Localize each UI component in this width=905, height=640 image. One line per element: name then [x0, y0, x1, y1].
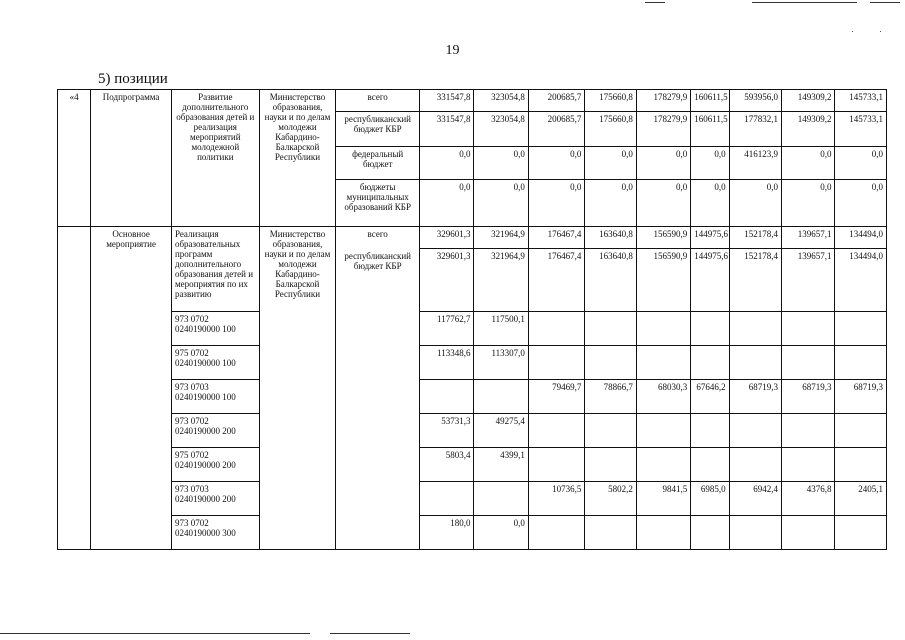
row-number: [58, 227, 91, 550]
year-value: 176467,4: [528, 249, 584, 312]
year-value: [835, 414, 887, 448]
year-value: 0,0: [636, 147, 690, 180]
year-value: 163640,8: [585, 227, 636, 249]
year-value: [636, 414, 690, 448]
year-value: [691, 516, 729, 550]
year-value: 323054,8: [474, 90, 528, 112]
year-value: 178279,9: [636, 112, 690, 147]
year-value: 113348,6: [420, 346, 474, 380]
item-type: Основное мероприятие: [91, 227, 172, 550]
year-value: 0,0: [585, 180, 636, 227]
year-value: 0,0: [691, 147, 729, 180]
year-value: 68030,3: [636, 380, 690, 414]
year-value: 152178,4: [729, 227, 781, 249]
year-value: 0,0: [636, 180, 690, 227]
year-value: 5803,4: [420, 448, 474, 482]
budget-code: 975 0702 0240190000 200: [171, 448, 259, 482]
year-value: [528, 346, 584, 380]
year-value: 160611,5: [691, 90, 729, 112]
year-value: 200685,7: [528, 112, 584, 147]
year-value: [729, 448, 781, 482]
year-value: 0,0: [585, 147, 636, 180]
year-value: 152178,4: [729, 249, 781, 312]
funding-source: [336, 227, 420, 550]
year-value: 53731,3: [420, 414, 474, 448]
table-row: [58, 312, 887, 346]
year-value: 176467,4: [528, 227, 584, 249]
table-row: [58, 227, 887, 249]
year-value: 0,0: [782, 147, 835, 180]
year-value: 156590,9: [636, 227, 690, 249]
item-executor: Министерство образования, науки и по делам молодежи Кабардино-Балкарской Республики: [259, 90, 336, 227]
year-value: 5802,2: [585, 482, 636, 516]
year-value: [474, 380, 528, 414]
year-value: 6942,4: [729, 482, 781, 516]
year-value: [835, 312, 887, 346]
year-value: [636, 346, 690, 380]
year-value: 0,0: [474, 180, 528, 227]
year-value: 0,0: [474, 147, 528, 180]
table-row: [58, 516, 887, 550]
year-value: [729, 312, 781, 346]
year-value: 321964,9: [474, 227, 528, 249]
year-value: [528, 448, 584, 482]
section-title: 5) позиции: [98, 71, 168, 87]
year-value: [636, 312, 690, 346]
year-value: 145733,1: [835, 112, 887, 147]
table-row: [58, 90, 887, 112]
year-value: [585, 414, 636, 448]
year-value: 139657,1: [782, 249, 835, 312]
year-value: 329601,3: [420, 227, 474, 249]
year-value: 68719,3: [782, 380, 835, 414]
year-value: 134494,0: [835, 249, 887, 312]
page-number: 19: [445, 43, 460, 58]
funding-source: всего: [336, 90, 420, 112]
year-value: 139657,1: [782, 227, 835, 249]
year-value: 331547,8: [420, 90, 474, 112]
table-row: [58, 414, 887, 448]
year-value: [585, 516, 636, 550]
year-value: 149309,2: [782, 90, 835, 112]
year-value: 144975,6: [691, 227, 729, 249]
table-row: [58, 380, 887, 414]
funding-source-label: всего: [367, 229, 388, 239]
year-value: [691, 414, 729, 448]
year-value: 0,0: [729, 180, 781, 227]
item-executor: Министерство образования, науки и по делам молодежи Кабардино-Балкарской Республики: [259, 227, 336, 550]
year-value: 331547,8: [420, 112, 474, 147]
year-value: 0,0: [835, 180, 887, 227]
year-value: 79469,7: [528, 380, 584, 414]
funding-source: федеральный бюджет: [336, 147, 420, 180]
table-row: [58, 448, 887, 482]
item-name: Развитие дополнительного образования детей и реализация мероприятий молодежной политики: [171, 90, 259, 227]
year-value: [420, 380, 474, 414]
budget-code: 975 0702 0240190000 100: [171, 346, 259, 380]
budget-code: 973 0702 0240190000 200: [171, 414, 259, 448]
year-value: 149309,2: [782, 112, 835, 147]
budget-code: 973 0703 0240190000 100: [171, 380, 259, 414]
year-value: 177832,1: [729, 112, 781, 147]
year-value: [585, 312, 636, 346]
budget-code: 973 0702 0240190000 300: [171, 516, 259, 550]
year-value: [782, 346, 835, 380]
year-value: 4399,1: [474, 448, 528, 482]
year-value: 4376,8: [782, 482, 835, 516]
year-value: 593956,0: [729, 90, 781, 112]
year-value: 9841,5: [636, 482, 690, 516]
year-value: 78866,7: [585, 380, 636, 414]
year-value: 2405,1: [835, 482, 887, 516]
funding-source: бюджеты муниципальных образований КБР: [336, 180, 420, 227]
year-value: 68719,3: [835, 380, 887, 414]
year-value: 144975,6: [691, 249, 729, 312]
budget-table: [57, 89, 887, 550]
year-value: 156590,9: [636, 249, 690, 312]
table-row: [58, 482, 887, 516]
budget-code: 973 0702 0240190000 100: [171, 312, 259, 346]
year-value: [835, 516, 887, 550]
year-value: 0,0: [782, 180, 835, 227]
year-value: 68719,3: [729, 380, 781, 414]
item-type: Подпрограмма: [91, 90, 172, 227]
year-value: [835, 448, 887, 482]
year-value: 0,0: [835, 147, 887, 180]
year-value: 134494,0: [835, 227, 887, 249]
year-value: [729, 516, 781, 550]
year-value: [691, 346, 729, 380]
year-value: [782, 516, 835, 550]
year-value: [691, 312, 729, 346]
item-name: Реализация образовательных программ дополнительного образования детей и мероприятия по их развитию: [171, 227, 259, 312]
year-value: [729, 346, 781, 380]
year-value: 416123,9: [729, 147, 781, 180]
year-value: 323054,8: [474, 112, 528, 147]
year-value: 0,0: [691, 180, 729, 227]
year-value: 178279,9: [636, 90, 690, 112]
year-value: 117500,1: [474, 312, 528, 346]
year-value: [636, 516, 690, 550]
year-value: [528, 516, 584, 550]
year-value: [585, 346, 636, 380]
year-value: 180,0: [420, 516, 474, 550]
year-value: 49275,4: [474, 414, 528, 448]
year-value: 0,0: [474, 516, 528, 550]
year-value: [782, 312, 835, 346]
year-value: [474, 482, 528, 516]
year-value: 321964,9: [474, 249, 528, 312]
year-value: 10736,5: [528, 482, 584, 516]
year-value: 175660,8: [585, 90, 636, 112]
funding-source-label: республиканский бюджет КБР: [344, 251, 411, 271]
table-row: [58, 346, 887, 380]
year-value: 113307,0: [474, 346, 528, 380]
year-value: 175660,8: [585, 112, 636, 147]
year-value: 329601,3: [420, 249, 474, 312]
row-number: «4: [58, 90, 91, 227]
year-value: 163640,8: [585, 249, 636, 312]
year-value: 0,0: [528, 180, 584, 227]
year-value: [528, 312, 584, 346]
year-value: [585, 448, 636, 482]
year-value: 0,0: [420, 180, 474, 227]
year-value: [636, 448, 690, 482]
year-value: [835, 346, 887, 380]
year-value: 0,0: [528, 147, 584, 180]
year-value: [782, 448, 835, 482]
year-value: 0,0: [420, 147, 474, 180]
year-value: 67646,2: [691, 380, 729, 414]
year-value: 145733,1: [835, 90, 887, 112]
year-value: [420, 482, 474, 516]
year-value: 160611,5: [691, 112, 729, 147]
budget-code: 973 0703 0240190000 200: [171, 482, 259, 516]
year-value: 117762,7: [420, 312, 474, 346]
year-value: 6985,0: [691, 482, 729, 516]
year-value: [782, 414, 835, 448]
funding-source: республиканский бюджет КБР: [336, 112, 420, 147]
year-value: [729, 414, 781, 448]
year-value: [528, 414, 584, 448]
year-value: 200685,7: [528, 90, 584, 112]
year-value: [691, 448, 729, 482]
